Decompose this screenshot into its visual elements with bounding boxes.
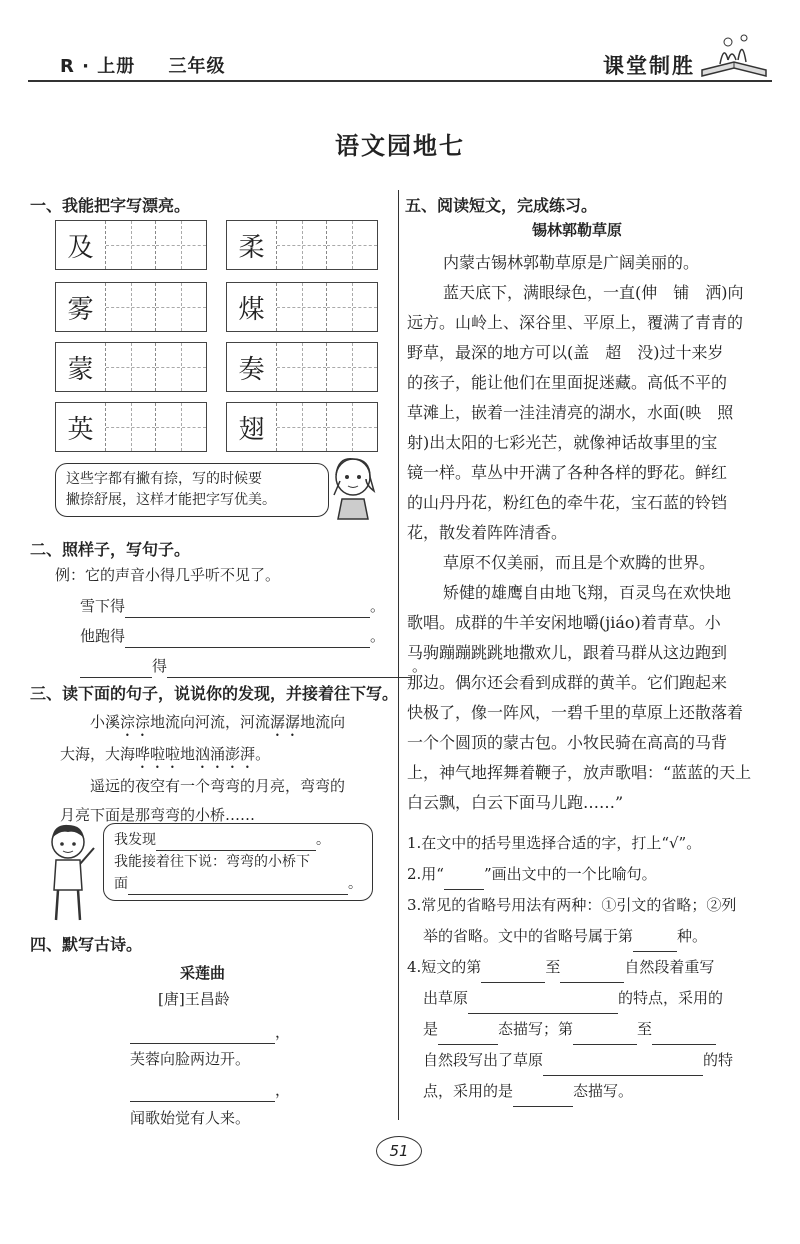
writing-cell[interactable] (277, 283, 327, 331)
answer-line[interactable] (543, 1057, 703, 1076)
edition-label: R · 上册 (60, 56, 136, 77)
boy-cartoon-icon (40, 820, 100, 924)
answer-line[interactable] (167, 659, 412, 678)
writing-cell[interactable] (156, 343, 206, 391)
grade-label: 三年级 (168, 56, 226, 77)
writing-cell[interactable] (156, 283, 206, 331)
sample-char: 奏 (227, 343, 277, 391)
writing-cell[interactable] (327, 221, 377, 269)
answer-line[interactable] (156, 834, 316, 851)
answer-line[interactable] (80, 659, 152, 678)
answer-line[interactable] (560, 964, 624, 983)
char-grid-row[interactable] (226, 282, 378, 332)
char-grid-row[interactable] (55, 342, 207, 392)
section-4-heading: 四、默写古诗。 (30, 935, 143, 954)
answer-line[interactable] (130, 1083, 275, 1102)
answer-line[interactable] (438, 1026, 498, 1045)
girl-cartoon-icon (330, 455, 376, 521)
char-grid-row[interactable] (55, 282, 207, 332)
answer-line[interactable] (573, 1026, 637, 1045)
sample-sentences: 小溪淙淙地流向河流，河流潺潺地流向 大海，大海哗啦啦地汹涌澎湃。 遥远的夜空有一个弯弯的月亮，弯弯的 月亮下面是那弯弯的小桥…… (60, 713, 346, 824)
section-5-heading: 五、阅读短文，完成练习。 (405, 196, 598, 215)
writing-cell[interactable] (277, 221, 327, 269)
sample-char: 煤 (227, 283, 277, 331)
discovery-box: 我发现 。 我能接着往下说：弯弯的小桥下 面 。 (103, 823, 373, 901)
page-number: 51 (376, 1136, 422, 1166)
sentence-line-2: 他跑得 。 (80, 624, 385, 648)
answer-line[interactable] (652, 1026, 716, 1045)
answer-line[interactable] (481, 964, 545, 983)
header-rule (28, 80, 772, 82)
poem-title: 采莲曲 (180, 964, 226, 982)
char-grid-row[interactable] (55, 220, 207, 270)
section-2-heading: 二、照样子，写句子。 (30, 540, 191, 559)
answer-line[interactable] (128, 878, 348, 895)
section-3-heading: 三、读下面的句子，说说你的发现，并接着往下写。 (30, 684, 399, 703)
question-2: 2.用“ ”画出文中的一个比喻句。 (407, 859, 777, 890)
questions: 1.在文中的括号里选择合适的字，打上“√”。 2.用“ ”画出文中的一个比喻句。 3.常见的省略号用法有两种：①引文的省略；②列 举的省略。文中的省略号属于第 种。 4.短文的第 至 自然段着重写 出草原 的特点，采用的 是 态描写；第 至 自然段写出了草原 的特 点，采用的是 态描写。 (407, 828, 777, 1107)
sample-char: 英 (56, 403, 106, 451)
section-1-heading: 一、我能把字写漂亮。 (30, 196, 191, 215)
answer-line[interactable] (513, 1088, 573, 1107)
sentence-line-3: 得 。 (80, 654, 427, 678)
answer-line[interactable] (633, 933, 677, 952)
poem-author: [唐]王昌龄 (158, 990, 230, 1008)
sentence-line-1: 雪下得 。 (80, 594, 385, 618)
sample-char: 蒙 (56, 343, 106, 391)
answer-line[interactable] (130, 1025, 275, 1044)
writing-cell[interactable] (327, 403, 377, 451)
char-grid-row[interactable] (226, 402, 378, 452)
poem-line-3: ， (130, 1078, 290, 1102)
writing-cell[interactable] (156, 221, 206, 269)
sample-char: 柔 (227, 221, 277, 269)
tip-line-2: 撇捺舒展，这样才能把字写优美。 (66, 492, 276, 508)
header-left (60, 52, 252, 78)
answer-line[interactable] (468, 995, 618, 1014)
example-sentence: 例：它的声音小得几乎听不见了。 (55, 566, 281, 584)
answer-line[interactable] (125, 629, 370, 648)
sample-char: 及 (56, 221, 106, 269)
tip-line-1: 这些字都有撇有捺，写的时候要 (66, 471, 262, 487)
tip-bubble (55, 463, 329, 517)
writing-cell[interactable] (327, 343, 377, 391)
writing-cell[interactable] (106, 221, 156, 269)
writing-cell[interactable] (327, 283, 377, 331)
writing-cell[interactable] (106, 343, 156, 391)
passage-title: 锡林郭勒草原 (532, 221, 623, 239)
sample-char: 翅 (227, 403, 277, 451)
writing-cell[interactable] (277, 403, 327, 451)
writing-cell[interactable] (106, 283, 156, 331)
poem-line-1: ， (130, 1020, 290, 1044)
char-grid-row[interactable] (55, 402, 207, 452)
page-title: 语文园地七 (335, 131, 465, 160)
answer-line[interactable] (125, 599, 370, 618)
writing-cell[interactable] (106, 403, 156, 451)
sample-char: 雾 (56, 283, 106, 331)
book-illustration-icon (698, 30, 770, 80)
question-1: 1.在文中的括号里选择合适的字，打上“√”。 (407, 834, 702, 852)
question-3: 3.常见的省略号用法有两种：①引文的省略；②列 (407, 896, 737, 914)
question-4: 4.短文的第 至 自然段着重写 (407, 952, 777, 983)
char-grid-row[interactable] (226, 220, 378, 270)
brand-label: 课堂制胜 (603, 54, 695, 78)
char-grid-row[interactable] (226, 342, 378, 392)
poem-line-4: 闻歌始觉有人来。 (130, 1109, 251, 1127)
writing-cell[interactable] (277, 343, 327, 391)
poem-line-2: 芙蓉向脸两边开。 (130, 1050, 251, 1068)
writing-cell[interactable] (156, 403, 206, 451)
reading-passage: 内蒙古锡林郭勒草原是广阔美丽的。 蓝天底下，满眼绿色，一直(伸 铺 洒)向 远方。山岭上、深谷里、平原上，覆满了青青的 野草，最深的地方可以(盖 超 没)过十来岁 的孩子，能让他们在里面捉迷藏。高低不平的 草滩上，嵌着一洼洼清亮的湖水，水面(映 照 射)出太阳的七彩光芒，就像神话故事里的宝 镜一样。草丛中开满了各种各样的野花。鲜红 的山丹丹花，粉红色的牵牛花，宝石蓝的铃铛 花，散发着阵阵清香。 草原不仅美丽，而且是个欢腾的世界。 矫健的雄鹰自由地飞翔，百灵鸟在欢快地 歌唱。成群的牛羊安闲地嚼(jiáo)着青草。小 马驹蹦蹦跳跳地撒欢儿，跟着马群从这边跑到 那边。偶尔还会看到成群的黄羊。它们跑起来 快极了，像一阵风，一碧千里的草原上还散落着 一个个圆顶的蒙古包。小牧民骑在高高的马背 上，神气地挥舞着鞭子，放声歌唱：“蓝蓝的天上 白云飘，白云下面马儿跑……” (407, 253, 752, 812)
